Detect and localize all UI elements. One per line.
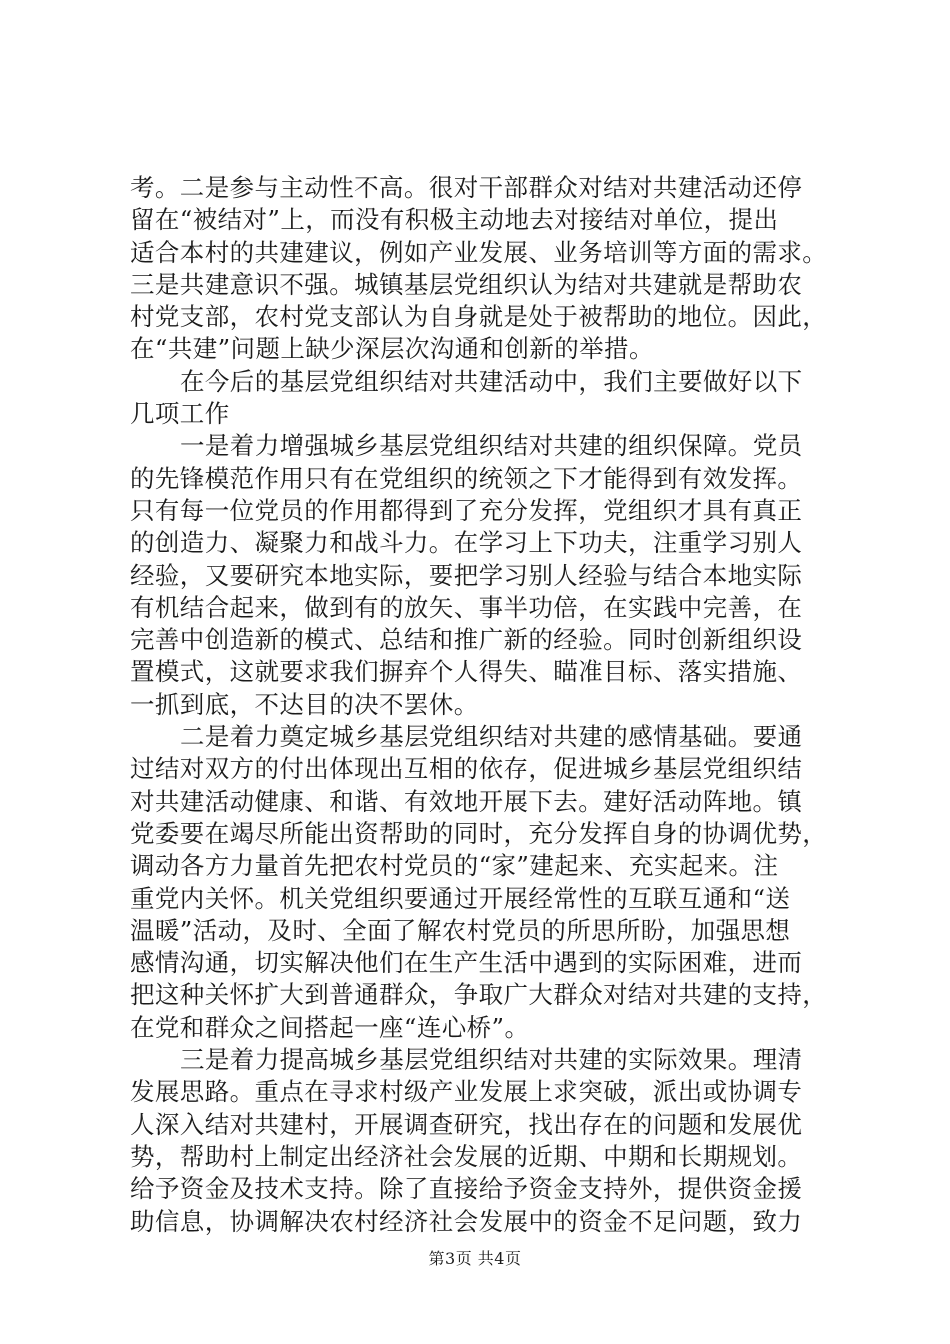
text-line: 在党和群众之间搭起一座“连心桥”。 [130, 1012, 530, 1042]
text-line: 把这种关怀扩大到普通群众，争取广大群众对结对共建的支持， [130, 980, 828, 1010]
text-line: 完善中创造新的模式、总结和推广新的经验。同时创新组织设 [130, 625, 803, 655]
text-line: 感情沟通，切实解决他们在生产生活中遇到的实际困难，进而 [130, 948, 803, 978]
text-line: 考。二是参与主动性不高。很对干部群众对结对共建活动还停 [130, 173, 803, 202]
text-line: 党委要在竭尽所能出资帮助的同时，充分发挥自身的协调优势， [130, 818, 828, 848]
paragraph-start-line: 一是着力增强城乡基层党组织结对共建的组织保障。党员 [180, 431, 803, 461]
text-line: 过结对双方的付出体现出互相的依存，促进城乡基层党组织结 [130, 754, 803, 784]
text-line: 势，帮助村上制定出经济社会发展的近期、中期和长期规划。 [130, 1141, 803, 1171]
text-line: 给予资金及技术支持。除了直接给予资金支持外，提供资金援 [130, 1174, 803, 1204]
page-footer [0, 1246, 950, 1269]
text-line: 有机结合起来，做到有的放矢、事半功倍，在实践中完善，在 [130, 592, 803, 622]
text-line: 人深入结对共建村，开展调查研究，找出存在的问题和发展优 [130, 1109, 803, 1139]
text-line: 留在“被结对”上，而没有积极主动地去对接结对单位，提出 [130, 205, 779, 235]
paragraph-start-line: 在今后的基层党组织结对共建活动中，我们主要做好以下 [180, 366, 803, 396]
text-line: 经验，又要研究本地实际，要把学习别人经验与结合本地实际 [130, 560, 803, 590]
page-number: 第3页 共4页 [428, 1249, 522, 1268]
text-line: 在“共建”问题上缺少深层次沟通和创新的举措。 [130, 334, 654, 364]
text-line: 对共建活动健康、和谐、有效地开展下去。建好活动阵地。镇 [130, 786, 803, 816]
text-line: 只有每一位党员的作用都得到了充分发挥，党组织才具有真正 [130, 495, 803, 525]
text-line: 重党内关怀。机关党组织要通过开展经常性的互联互通和“送 [130, 883, 791, 913]
text-line: 适合本村的共建建议，例如产业发展、业务培训等方面的需求。 [130, 237, 828, 267]
text-line: 几项工作 [130, 399, 230, 429]
body-text [130, 172, 830, 1238]
text-line: 调动各方力量首先把农村党员的“家”建起来、充实起来。注 [130, 851, 779, 881]
text-line: 发展思路。重点在寻求村级产业发展上求突破，派出或协调专 [130, 1077, 803, 1107]
text-line: 三是共建意识不强。城镇基层党组织认为结对共建就是帮助农 [130, 269, 803, 299]
paragraph-start-line: 二是着力奠定城乡基层党组织结对共建的感情基础。要通 [180, 722, 803, 752]
text-line: 助信息，协调解决农村经济社会发展中的资金不足问题，致力 [130, 1206, 803, 1236]
text-line: 村党支部，农村党支部认为自身就是处于被帮助的地位。因此， [130, 302, 828, 332]
text-line: 置模式，这就要求我们摒弃个人得失、瞄准目标、落实措施、 [130, 657, 803, 687]
paragraph-start-line: 三是着力提高城乡基层党组织结对共建的实际效果。理清 [180, 1045, 803, 1075]
text-line: 温暖”活动，及时、全面了解农村党员的所思所盼，加强思想 [130, 915, 791, 945]
text-line: 一抓到底，不达目的决不罢休。 [130, 689, 479, 719]
text-line: 的先锋模范作用只有在党组织的统领之下才能得到有效发挥。 [130, 463, 803, 493]
text-line: 的创造力、凝聚力和战斗力。在学习上下功夫，注重学习别人 [130, 528, 803, 558]
